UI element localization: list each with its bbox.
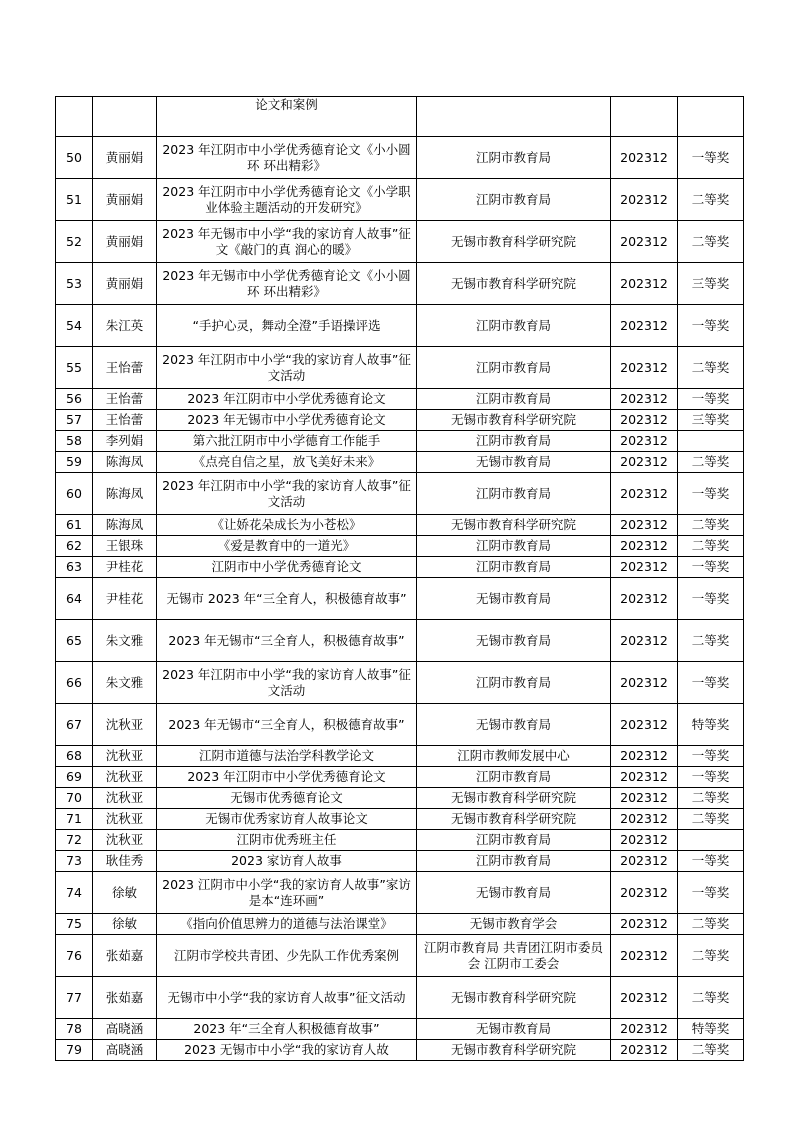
cell-name: 张茹嘉 [93, 977, 157, 1019]
cell-award: 二等奖 [678, 515, 744, 536]
cell-title: 2023 年无锡市“三全育人，积极德育故事” [157, 620, 417, 662]
cell-name: 高晓涵 [93, 1019, 157, 1040]
cell-no: 54 [56, 305, 93, 347]
cell-issuer [417, 97, 611, 137]
cell-no: 58 [56, 431, 93, 452]
table-row [56, 620, 744, 662]
table-row [56, 263, 744, 305]
cell-issuer: 江阴市教育局 [417, 305, 611, 347]
cell-issuer: 无锡市教育科学研究院 [417, 788, 611, 809]
table-row [56, 347, 744, 389]
cell-award: 一等奖 [678, 557, 744, 578]
cell-award: 一等奖 [678, 473, 744, 515]
cell-issuer: 江阴市教育局 [417, 557, 611, 578]
cell-issuer: 无锡市教育局 [417, 620, 611, 662]
awards-table [55, 96, 744, 1061]
cell-issuer: 无锡市教育局 [417, 578, 611, 620]
cell-title: 2023 年江阴市中小学“我的家访育人故事”征文活动 [157, 347, 417, 389]
cell-title: 无锡市中小学“我的家访育人故事”征文活动 [157, 977, 417, 1019]
cell-date: 202312 [611, 473, 678, 515]
cell-award: 二等奖 [678, 179, 744, 221]
cell-name [93, 97, 157, 137]
table-row [56, 389, 744, 410]
cell-name: 朱文雅 [93, 662, 157, 704]
cell-date: 202312 [611, 830, 678, 851]
cell-issuer: 无锡市教育科学研究院 [417, 221, 611, 263]
table-row [56, 221, 744, 263]
cell-date: 202312 [611, 389, 678, 410]
cell-no: 77 [56, 977, 93, 1019]
cell-award: 三等奖 [678, 410, 744, 431]
cell-date [611, 97, 678, 137]
cell-issuer: 江阴市教师发展中心 [417, 746, 611, 767]
cell-name: 朱江英 [93, 305, 157, 347]
cell-no: 76 [56, 935, 93, 977]
cell-name: 徐敏 [93, 914, 157, 935]
cell-award: 二等奖 [678, 452, 744, 473]
cell-title: 江阴市道德与法治学科教学论文 [157, 746, 417, 767]
cell-award: 一等奖 [678, 662, 744, 704]
cell-date: 202312 [611, 788, 678, 809]
cell-issuer: 江阴市教育局 [417, 431, 611, 452]
cell-title: 2023 年无锡市中小学优秀德育论文《小小圆环 环出精彩》 [157, 263, 417, 305]
cell-award: 一等奖 [678, 872, 744, 914]
cell-title: 2023 年无锡市中小学优秀德育论文 [157, 410, 417, 431]
cell-issuer: 无锡市教育科学研究院 [417, 977, 611, 1019]
cell-issuer: 无锡市教育学会 [417, 914, 611, 935]
cell-name: 朱文雅 [93, 620, 157, 662]
cell-date: 202312 [611, 515, 678, 536]
cell-title: 无锡市优秀德育论文 [157, 788, 417, 809]
cell-date: 202312 [611, 1019, 678, 1040]
table-row [56, 410, 744, 431]
table-row [56, 767, 744, 788]
cell-issuer: 江阴市教育局 [417, 767, 611, 788]
cell-name: 耿佳秀 [93, 851, 157, 872]
cell-award [678, 830, 744, 851]
cell-award: 二等奖 [678, 221, 744, 263]
cell-no: 50 [56, 137, 93, 179]
table-row [56, 935, 744, 977]
cell-no: 64 [56, 578, 93, 620]
cell-award: 一等奖 [678, 767, 744, 788]
cell-name: 尹桂花 [93, 578, 157, 620]
cell-no: 79 [56, 1040, 93, 1061]
cell-issuer: 无锡市教育科学研究院 [417, 809, 611, 830]
cell-title: 2023 年江阴市中小学优秀德育论文《小学职业体验主题活动的开发研究》 [157, 179, 417, 221]
cell-issuer: 江阴市教育局 [417, 389, 611, 410]
cell-award: 一等奖 [678, 389, 744, 410]
cell-date: 202312 [611, 767, 678, 788]
cell-name: 高晓涵 [93, 1040, 157, 1061]
table-row [56, 914, 744, 935]
cell-date: 202312 [611, 1040, 678, 1061]
cell-award: 二等奖 [678, 788, 744, 809]
continuation-row [56, 97, 744, 137]
table-row [56, 557, 744, 578]
cell-title: 2023 年江阴市中小学优秀德育论文 [157, 767, 417, 788]
table-row [56, 977, 744, 1019]
table-row [56, 578, 744, 620]
table-row [56, 179, 744, 221]
cell-name: 张茹嘉 [93, 935, 157, 977]
cell-date: 202312 [611, 662, 678, 704]
cell-title: 2023 年无锡市“三全育人，积极德育故事” [157, 704, 417, 746]
cell-title: 论文和案例 [157, 97, 417, 137]
cell-issuer: 无锡市教育局 [417, 704, 611, 746]
cell-award: 二等奖 [678, 914, 744, 935]
cell-title: 2023 年江阴市中小学优秀德育论文 [157, 389, 417, 410]
cell-award: 特等奖 [678, 704, 744, 746]
cell-no: 63 [56, 557, 93, 578]
cell-no: 71 [56, 809, 93, 830]
cell-no: 57 [56, 410, 93, 431]
cell-date: 202312 [611, 137, 678, 179]
table-row [56, 305, 744, 347]
table-row [56, 872, 744, 914]
cell-date: 202312 [611, 746, 678, 767]
cell-name: 陈海凤 [93, 515, 157, 536]
cell-award: 二等奖 [678, 977, 744, 1019]
cell-title: 2023 无锡市中小学“我的家访育人故 [157, 1040, 417, 1061]
cell-name: 沈秋亚 [93, 830, 157, 851]
cell-name: 黄丽娟 [93, 221, 157, 263]
table-row [56, 137, 744, 179]
cell-no: 70 [56, 788, 93, 809]
cell-date: 202312 [611, 263, 678, 305]
cell-no: 73 [56, 851, 93, 872]
table-row [56, 704, 744, 746]
cell-name: 陈海凤 [93, 452, 157, 473]
cell-title: 2023 家访育人故事 [157, 851, 417, 872]
cell-issuer: 无锡市教育局 [417, 1019, 611, 1040]
cell-award: 二等奖 [678, 536, 744, 557]
cell-award: 二等奖 [678, 1040, 744, 1061]
cell-award: 一等奖 [678, 578, 744, 620]
cell-no: 67 [56, 704, 93, 746]
cell-date: 202312 [611, 809, 678, 830]
cell-title: 2023 年江阴市中小学“我的家访育人故事”征文活动 [157, 662, 417, 704]
cell-issuer: 无锡市教育局 [417, 452, 611, 473]
table-row [56, 746, 744, 767]
cell-name: 王怡蕾 [93, 389, 157, 410]
cell-issuer: 无锡市教育科学研究院 [417, 410, 611, 431]
cell-issuer: 江阴市教育局 [417, 851, 611, 872]
table-row [56, 431, 744, 452]
cell-award [678, 97, 744, 137]
cell-title: 2023 年“三全育人积极德育故事” [157, 1019, 417, 1040]
cell-issuer: 江阴市教育局 [417, 830, 611, 851]
cell-title: 江阴市优秀班主任 [157, 830, 417, 851]
table-row [56, 473, 744, 515]
cell-title: 2023 年无锡市中小学“我的家访育人故事”征文《敲门的真 润心的暖》 [157, 221, 417, 263]
cell-no: 74 [56, 872, 93, 914]
cell-name: 沈秋亚 [93, 809, 157, 830]
cell-no: 59 [56, 452, 93, 473]
cell-name: 沈秋亚 [93, 788, 157, 809]
cell-title: 2023 年江阴市中小学优秀德育论文《小小圆环 环出精彩》 [157, 137, 417, 179]
cell-name: 王银珠 [93, 536, 157, 557]
cell-name: 王怡蕾 [93, 410, 157, 431]
cell-no: 53 [56, 263, 93, 305]
cell-no: 69 [56, 767, 93, 788]
cell-date: 202312 [611, 620, 678, 662]
cell-date: 202312 [611, 305, 678, 347]
cell-award: 一等奖 [678, 851, 744, 872]
table-row [56, 515, 744, 536]
cell-issuer: 无锡市教育科学研究院 [417, 1040, 611, 1061]
cell-no: 55 [56, 347, 93, 389]
cell-no: 66 [56, 662, 93, 704]
table-row [56, 1040, 744, 1061]
table-row [56, 662, 744, 704]
cell-issuer: 江阴市教育局 [417, 179, 611, 221]
cell-issuer: 江阴市教育局 [417, 473, 611, 515]
table-row [56, 851, 744, 872]
table-row [56, 788, 744, 809]
table-row [56, 536, 744, 557]
cell-name: 尹桂花 [93, 557, 157, 578]
cell-title: 《让娇花朵成长为小苍松》 [157, 515, 417, 536]
cell-name: 王怡蕾 [93, 347, 157, 389]
cell-award: 二等奖 [678, 935, 744, 977]
cell-name: 沈秋亚 [93, 704, 157, 746]
cell-title: 无锡市优秀家访育人故事论文 [157, 809, 417, 830]
cell-name: 沈秋亚 [93, 767, 157, 788]
cell-date: 202312 [611, 221, 678, 263]
cell-title: 2023 年江阴市中小学“我的家访育人故事”征文活动 [157, 473, 417, 515]
cell-issuer: 江阴市教育局 [417, 347, 611, 389]
cell-issuer: 江阴市教育局 [417, 662, 611, 704]
cell-no: 51 [56, 179, 93, 221]
cell-no: 56 [56, 389, 93, 410]
cell-name: 徐敏 [93, 872, 157, 914]
cell-no: 62 [56, 536, 93, 557]
cell-date: 202312 [611, 578, 678, 620]
cell-award: 一等奖 [678, 137, 744, 179]
cell-name: 李列娟 [93, 431, 157, 452]
cell-no: 68 [56, 746, 93, 767]
cell-award [678, 431, 744, 452]
cell-issuer: 江阴市教育局 [417, 536, 611, 557]
cell-issuer: 无锡市教育科学研究院 [417, 515, 611, 536]
cell-date: 202312 [611, 452, 678, 473]
cell-issuer: 无锡市教育局 [417, 872, 611, 914]
cell-award: 特等奖 [678, 1019, 744, 1040]
cell-award: 二等奖 [678, 347, 744, 389]
cell-issuer: 无锡市教育科学研究院 [417, 263, 611, 305]
table-row [56, 830, 744, 851]
cell-date: 202312 [611, 431, 678, 452]
cell-date: 202312 [611, 704, 678, 746]
cell-award: 一等奖 [678, 305, 744, 347]
cell-issuer: 江阴市教育局 共青团江阴市委员会 江阴市工委会 [417, 935, 611, 977]
cell-award: 二等奖 [678, 809, 744, 830]
cell-no [56, 97, 93, 137]
cell-name: 黄丽娟 [93, 263, 157, 305]
cell-no: 72 [56, 830, 93, 851]
cell-title: “手护心灵，舞动全澄”手语操评选 [157, 305, 417, 347]
cell-name: 陈海凤 [93, 473, 157, 515]
cell-issuer: 江阴市教育局 [417, 137, 611, 179]
table-row [56, 1019, 744, 1040]
cell-title: 无锡市 2023 年“三全育人，积极德育故事” [157, 578, 417, 620]
cell-name: 黄丽娟 [93, 137, 157, 179]
cell-title: 江阴市中小学优秀德育论文 [157, 557, 417, 578]
cell-date: 202312 [611, 872, 678, 914]
cell-date: 202312 [611, 410, 678, 431]
cell-no: 52 [56, 221, 93, 263]
cell-name: 沈秋亚 [93, 746, 157, 767]
cell-date: 202312 [611, 347, 678, 389]
cell-date: 202312 [611, 536, 678, 557]
cell-date: 202312 [611, 977, 678, 1019]
cell-no: 75 [56, 914, 93, 935]
cell-date: 202312 [611, 557, 678, 578]
cell-title: 《指向价值思辨力的道德与法治课堂》 [157, 914, 417, 935]
cell-award: 三等奖 [678, 263, 744, 305]
cell-date: 202312 [611, 851, 678, 872]
cell-title: 2023 江阴市中小学“我的家访育人故事”家访是本“连环画” [157, 872, 417, 914]
cell-no: 60 [56, 473, 93, 515]
table-row [56, 452, 744, 473]
cell-title: 江阴市学校共青团、少先队工作优秀案例 [157, 935, 417, 977]
cell-no: 78 [56, 1019, 93, 1040]
cell-title: 《点亮自信之星，放飞美好未来》 [157, 452, 417, 473]
cell-title: 第六批江阴市中小学德育工作能手 [157, 431, 417, 452]
table-row [56, 809, 744, 830]
cell-date: 202312 [611, 914, 678, 935]
cell-name: 黄丽娟 [93, 179, 157, 221]
cell-award: 一等奖 [678, 746, 744, 767]
cell-no: 61 [56, 515, 93, 536]
cell-date: 202312 [611, 935, 678, 977]
cell-date: 202312 [611, 179, 678, 221]
cell-no: 65 [56, 620, 93, 662]
cell-title: 《爱是教育中的一道光》 [157, 536, 417, 557]
cell-award: 二等奖 [678, 620, 744, 662]
